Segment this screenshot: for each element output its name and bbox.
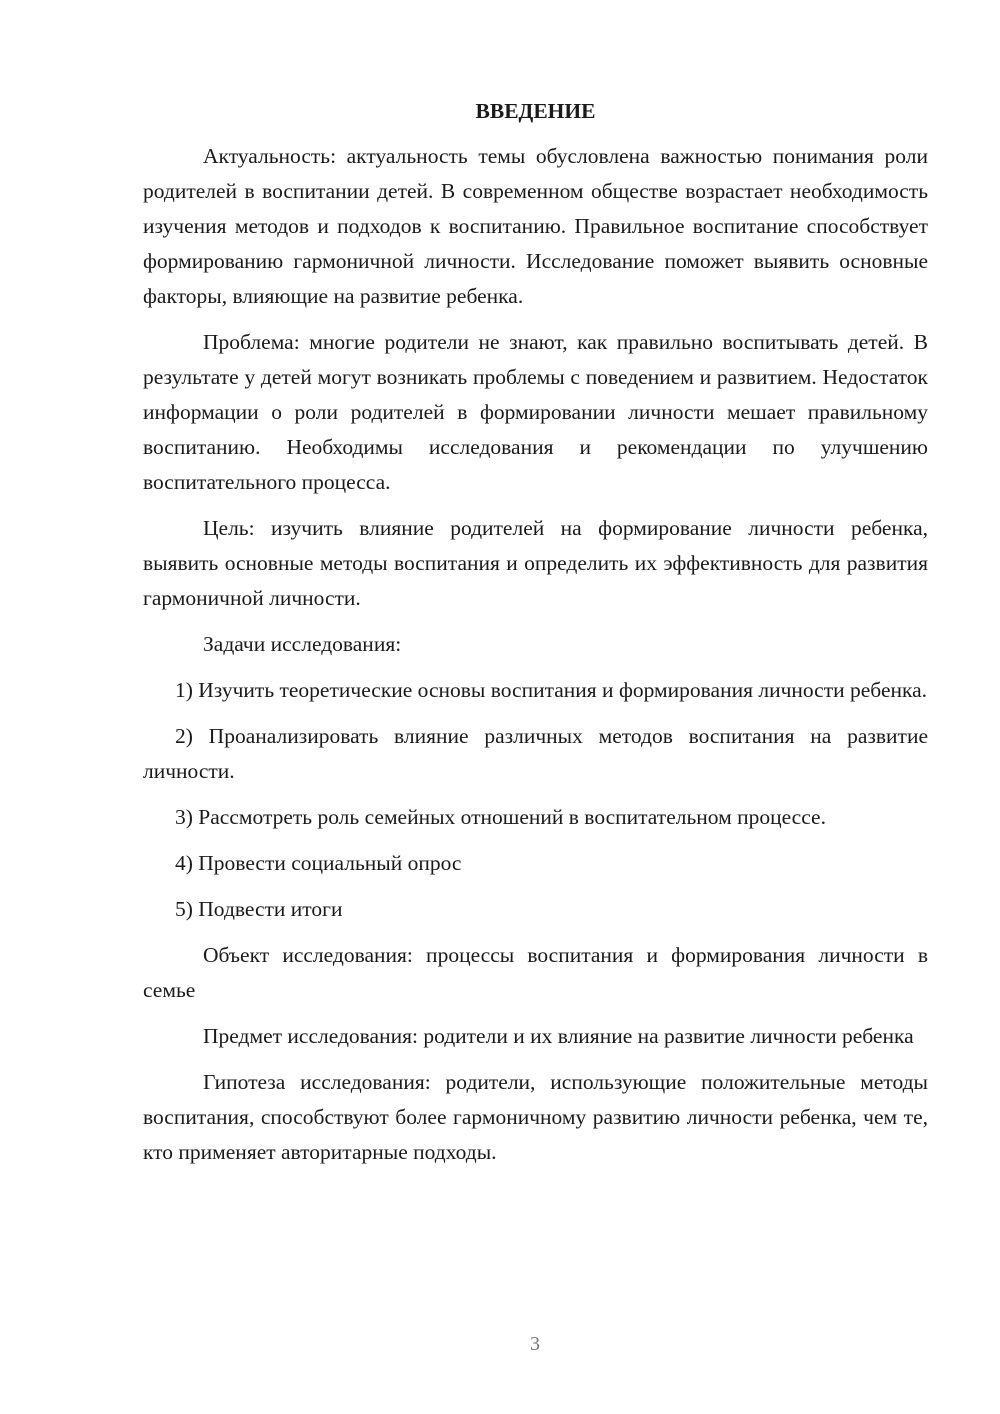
task-item-4: 4) Провести социальный опрос xyxy=(175,851,462,875)
paragraph-object: Объект исследования: процессы воспитания и формирования личности в семье xyxy=(143,943,928,1002)
page-title: ВВЕДЕНИЕ xyxy=(475,99,596,123)
page-number: 3 xyxy=(530,1333,540,1355)
paragraph-hypothesis: Гипотеза исследования: родители, использующие положительные методы воспитания, способствуют более гармоничному развитию личности ребенка, чем те, кто применяет авторитарные подходы. xyxy=(143,1070,928,1164)
paragraph-subject: Предмет исследования: родители и их влияние на развитие личности ребенка xyxy=(203,1024,914,1048)
paragraph-goal: Цель: изучить влияние родителей на формирование личности ребенка, выявить основные методы воспитания и определить их эффективность для развития гармоничной личности. xyxy=(143,516,928,610)
paragraph-problem: Проблема: многие родители не знают, как правильно воспитывать детей. В результате у детей могут возникать проблемы с поведением и развитием. Недостаток информации о роли родителей в формировании личности мешает правильному воспитанию. Необходимы исследования и рекомендации по улучшению воспитательного процесса. xyxy=(143,330,928,494)
task-item-2: 2) Проанализировать влияние различных методов воспитания на развитие личности. xyxy=(143,724,928,783)
task-item-1: 1) Изучить теоретические основы воспитания и формирования личности ребенка. xyxy=(175,678,928,702)
paragraph-relevance: Актуальность: актуальность темы обусловлена важностью понимания роли родителей в воспитании детей. В современном обществе возрастает необходимость изучения методов и подходов к воспитанию. Правильное воспитание способствует формированию гармоничной личности. Исследование поможет выявить основные факторы, влияющие на развитие ребенка. xyxy=(143,144,928,308)
task-item-5: 5) Подвести итоги xyxy=(175,897,343,921)
tasks-heading: Задачи исследования: xyxy=(203,632,402,656)
task-item-3: 3) Рассмотреть роль семейных отношений в воспитательном процессе. xyxy=(175,805,826,829)
document-page xyxy=(143,94,928,1181)
